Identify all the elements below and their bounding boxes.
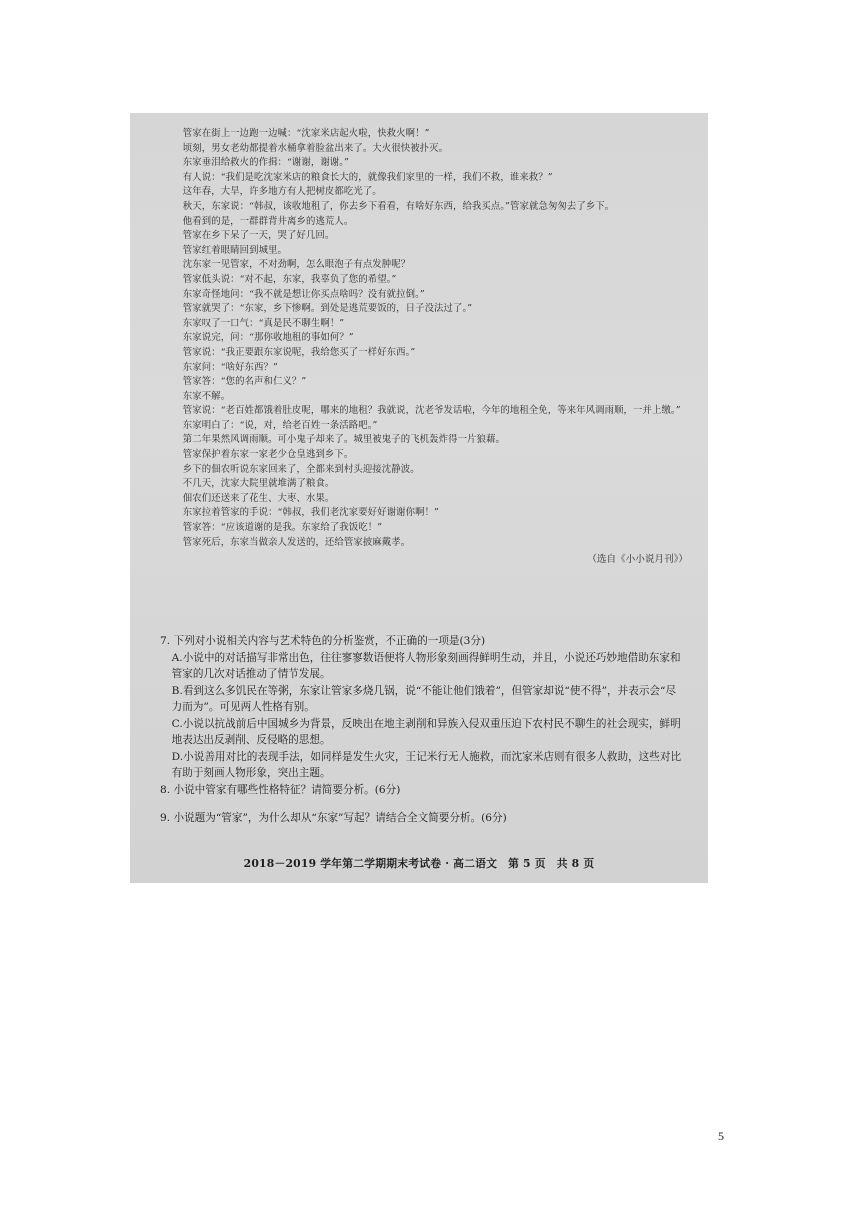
story-paragraph: 东家拉着管家的手说：“韩叔，我们老沈家要好好谢谢你啊！” xyxy=(182,507,439,519)
story-paragraph: 东家不解。 xyxy=(182,390,231,402)
story-paragraph: 管家在街上一边跑一边喊：“沈家米店起火啦，快救火啊！” xyxy=(182,128,430,139)
question-7 xyxy=(160,633,680,782)
story-paragraph: 管家保护着东家一家老少仓皇逃到乡下。 xyxy=(182,449,354,461)
story-paragraph: 东家奇怪地问：“我不就是想让你买点啥吗？没有就拉倒。” xyxy=(182,288,425,300)
question-7-stem: 7. 下列对小说相关内容与艺术特色的分析鉴赏，不正确的一项是(3分) xyxy=(160,635,486,647)
option-letter: B. xyxy=(171,684,183,697)
story-paragraph: 东家垂泪给救火的作揖：“谢谢，谢谢。” xyxy=(182,157,349,169)
story-paragraph: 管家低头说：“对不起，东家，我辜负了您的希望。” xyxy=(182,273,397,285)
story-paragraph: 管家答：“您的名声和仁义？” xyxy=(182,376,307,388)
story-paragraph: 管家答：“应该道谢的是我。东家给了我饭吃！” xyxy=(182,522,383,534)
option-c xyxy=(160,716,686,749)
story-paragraph: 他看到的是，一群群背井离乡的逃荒人。 xyxy=(182,215,354,227)
question-9: 9. 小说题为“管家”，为什么却从“东家”写起？请结合全文简要分析。(6分) xyxy=(160,812,507,824)
option-b xyxy=(160,683,686,716)
story-paragraph: 这年春，大旱，许多地方有人把树皮都吃光了。 xyxy=(182,186,382,198)
option-text: 小说中的对话描写非常出色，往往寥寥数语便将人物形象刻画得鲜明生动，并且，小说还巧妙地借助东家和管家的几次对话推动了情节发展。 xyxy=(171,651,681,680)
story-text xyxy=(164,127,688,567)
questions-section xyxy=(160,633,680,827)
story-paragraph: 有人说：“我们是吃沈家米店的粮食长大的，就像我们家里的一样，我们不救，谁来救？” xyxy=(182,171,553,183)
option-letter: A. xyxy=(171,651,183,664)
story-paragraph: 不几天，沈家大院里就堆满了粮食。 xyxy=(182,478,335,490)
option-d xyxy=(160,749,686,782)
scanned-page-photo xyxy=(130,113,708,883)
option-text: 看到这么多饥民在等粥，东家让管家多烧几锅，说“不能让他们饿着”，但管家却说“使不得”，并表示会“尽力而为”。可见两人性格有别。 xyxy=(171,684,677,713)
option-letter: D. xyxy=(171,750,184,763)
story-paragraph: 管家红着眼睛回到城里。 xyxy=(182,244,288,256)
option-a xyxy=(160,650,686,683)
page-number: 5 xyxy=(718,1129,724,1143)
option-letter: C. xyxy=(171,717,183,730)
story-paragraph: 管家就哭了：“东家，乡下惨啊。到处是逃荒要饭的，日子没法过了。” xyxy=(182,303,473,315)
story-paragraph: 第二年果然风调雨顺。可小鬼子却来了。城里被鬼子的飞机轰炸得一片狼藉。 xyxy=(182,434,505,446)
story-paragraph: 佃农们还送来了花生、大枣、水果。 xyxy=(182,492,335,504)
story-paragraph: 秋天，东家说：“韩叔，该收地租了，你去乡下看看，有啥好东西，给我买点。”管家就急匆匆去了乡下。 xyxy=(182,200,615,212)
exam-footer: 2018－2019 学年第二学期期末考试卷 · 高二语文 第 5 页 共 8 页 xyxy=(243,857,595,870)
story-paragraph: 沈东家一见管家，不对劲啊，怎么眼泡子有点发肿呢？ xyxy=(182,259,411,271)
story-paragraph: 顷刻，男女老幼都提着水桶拿着脸盆出来了。大火很快被扑灭。 xyxy=(182,142,449,154)
option-text: 小说善用对比的表现手法，如同样是发生火灾，王记米行无人施救，而沈家米店则有很多人救助，这些对比有助于刻画人物形象，突出主题。 xyxy=(171,750,682,779)
story-paragraph: 东家说完，问：“那你收地租的事如何？” xyxy=(182,332,354,344)
story-paragraph: 东家叹了一口气：“真是民不聊生啊！” xyxy=(182,317,345,329)
question-7-options xyxy=(160,650,680,782)
story-source: （选自《小小说月刊》） xyxy=(587,554,688,566)
story-paragraph: 管家说：“老百姓都饿着肚皮呢，哪来的地租？我就说，沈老爷发话啦，今年的地租全免，等来年风调雨顺，一并上缴。” xyxy=(182,405,681,417)
story-paragraph: 乡下的佃农听说东家回来了，全都来到村头迎接沈静波。 xyxy=(182,463,420,475)
story-paragraph: 管家说：“我正要跟东家说呢，我给您买了一样好东西。” xyxy=(182,346,416,358)
story-paragraph: 东家明白了：“说，对，给老百姓一条活路吧。” xyxy=(182,419,378,431)
story-paragraph: 管家在乡下呆了一天，哭了好几回。 xyxy=(182,230,335,242)
option-text: 小说以抗战前后中国城乡为背景，反映出在地主剥削和异族入侵双重压迫下农村民不聊生的社会现实，鲜明地表达出反剥削、反侵略的思想。 xyxy=(171,717,681,746)
story-paragraph: 管家死后，东家当做亲人发送的，还给管家披麻戴孝。 xyxy=(182,536,411,548)
question-8: 8. 小说中管家有哪些性格特征？请简要分析。(6分) xyxy=(160,783,401,796)
story-paragraph: 东家问：“啥好东西？” xyxy=(182,361,278,373)
